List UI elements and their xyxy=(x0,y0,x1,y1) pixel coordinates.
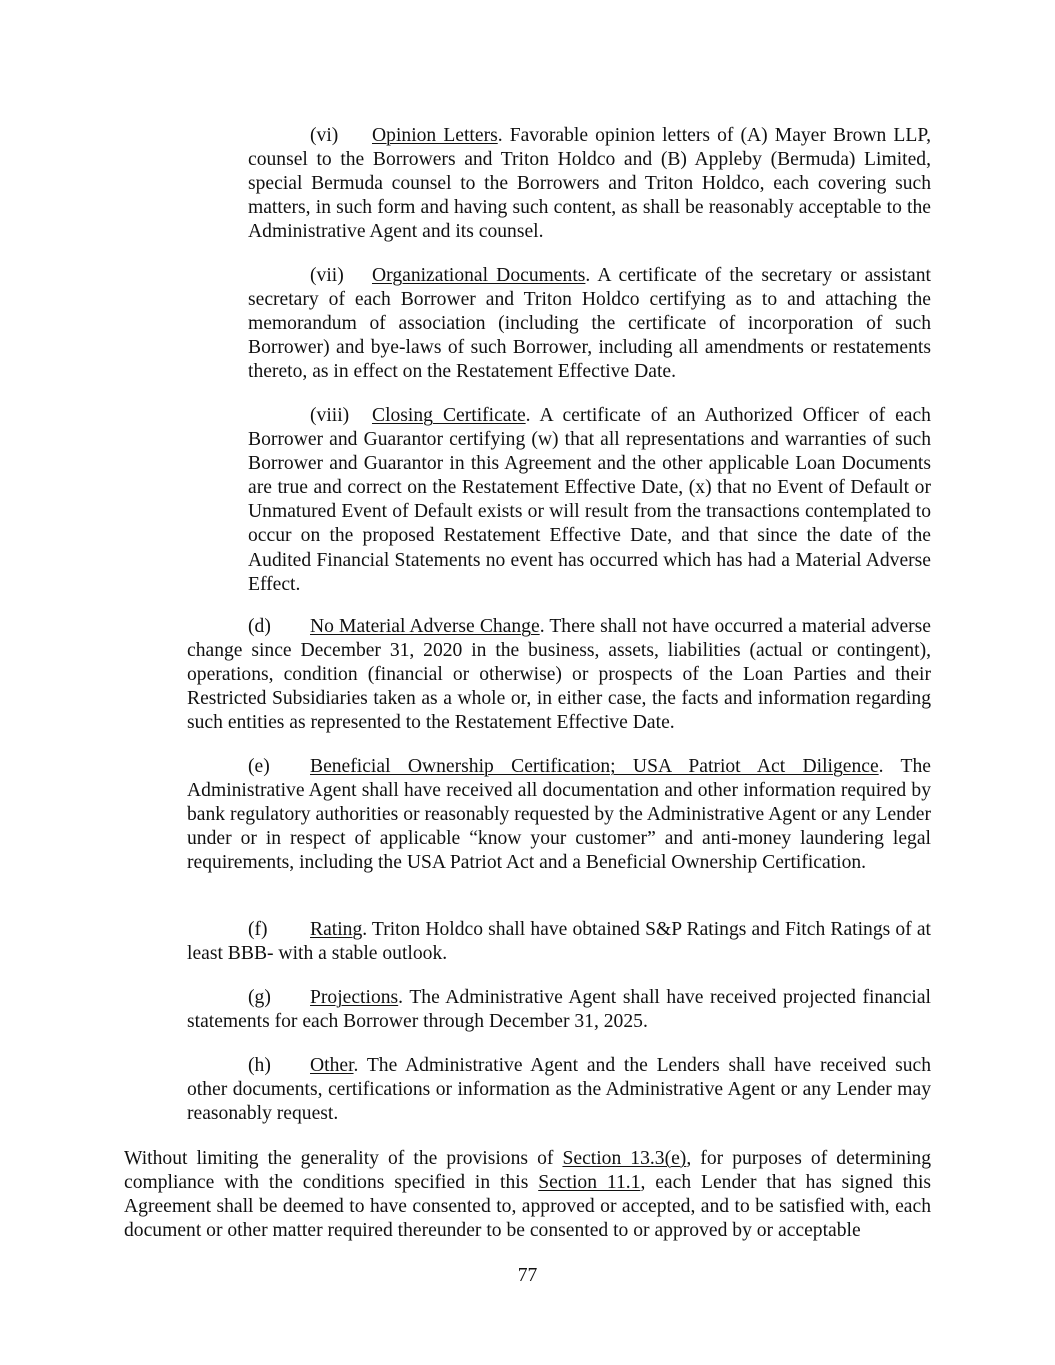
clause-number: (f) xyxy=(248,919,268,940)
clause-number: (e) xyxy=(248,756,270,777)
clause-g-projections xyxy=(187,986,931,1034)
clause-text: . The Administrative Agent shall have received all documentation and other information required by bank regulatory authorities or reasonably requested by the Administrative Agent or any Lender under or in respect of applicable “know your customer” and anti-money laundering legal requirements, including the USA Patriot Act and a Beneficial Ownership Certification. xyxy=(187,756,931,874)
clause-heading: Opinion Letters xyxy=(372,125,498,146)
clause-vii-organizational-documents xyxy=(248,264,931,384)
closing-text-1: Without limiting the generality of the provisions of xyxy=(124,1148,563,1169)
clause-text: . A certificate of an Authorized Officer of each Borrower and Guarantor certifying (w) that all representations and warranties of such Borrower and Guarantor in this Agreement and the other applicable Loan Documents are true and correct on the Restatement Effective Date, (x) that no Event of Default or Unmatured Event of Default exists or will result from the transactions contemplated to occur on the proposed Restatement Effective Date, and that since the date of the Audited Financial Statements no event has occurred which has had a Material Adverse Effect. xyxy=(248,405,931,595)
clause-number: (viii) xyxy=(310,405,350,426)
clause-number: (vii) xyxy=(310,265,344,286)
closing-text-2: , for purposes of determining compliance with the conditions specified in this xyxy=(124,1148,931,1194)
clause-text: . There shall not have occurred a material adverse change since December 31, 2020 in the business, assets, liabilities (actual or contingent), operations, condition (financial or otherwise) or prospects of the Loan Parties and their Restricted Subsidiaries taken as a whole or, in either case, the facts and information regarding such entities as represented to the Restatement Effective Date. xyxy=(187,616,931,734)
clause-text: . The Administrative Agent and the Lenders shall have received such other documents, certifications or information as the Administrative Agent or any Lender may reasonably request. xyxy=(187,1055,931,1125)
clause-number: (h) xyxy=(248,1055,271,1076)
clause-d-no-material-adverse-change xyxy=(187,615,931,735)
closing-paragraph xyxy=(124,1147,931,1243)
clause-h-other xyxy=(187,1054,931,1126)
clause-f-rating xyxy=(187,918,931,966)
clause-heading: Other xyxy=(310,1055,354,1076)
clause-number: (d) xyxy=(248,616,271,637)
clause-number: (g) xyxy=(248,987,271,1008)
page-number: 77 xyxy=(517,1265,538,1286)
clause-vi-opinion-letters xyxy=(248,124,931,244)
clause-text: . A certificate of the secretary or assistant secretary of each Borrower and Triton Holdco certifying as to and attaching the memorandum of association (including the certificate of incorporation of such Borrower) and bye-laws of such Borrower, including all amendments or restatements thereto, as in effect on the Restatement Effective Date. xyxy=(248,265,931,383)
closing-text-3: , each Lender that has signed this Agreement shall be deemed to have consented to, approved or accepted, and to be satisfied with, each document or other matter required thereunder to be consented to or approved by or acceptable xyxy=(124,1172,932,1242)
section-reference-link: Section 11.1 xyxy=(538,1172,641,1194)
clause-viii-closing-certificate xyxy=(248,404,931,597)
clause-e-beneficial-ownership xyxy=(187,755,931,875)
clause-text: . Triton Holdco shall have obtained S&P Ratings and Fitch Ratings of at least BBB- with a stable outlook. xyxy=(187,919,931,965)
clause-heading: Beneficial Ownership Certification; USA Patriot Act Diligence xyxy=(310,756,879,777)
clause-heading: Organizational Documents xyxy=(372,265,586,286)
clause-text: . Favorable opinion letters of (A) Mayer Brown LLP, counsel to the Borrowers and Triton Holdco and (B) Appleby (Bermuda) Limited, special Bermuda counsel to the Borrowers and Triton Holdco, each covering such matters, in such form and having such content, as shall be reasonably acceptable to the Administrative Agent and its counsel. xyxy=(248,125,931,243)
clause-number: (vi) xyxy=(310,125,339,146)
clause-heading: Closing Certificate xyxy=(372,405,526,426)
section-reference-link: Section 13.3(e) xyxy=(562,1148,687,1169)
clause-text: . The Administrative Agent shall have received projected financial statements for each Borrower through December 31, 2025. xyxy=(187,987,931,1033)
clause-heading: Rating xyxy=(310,919,363,940)
clause-heading: No Material Adverse Change xyxy=(310,616,540,637)
clause-heading: Projections xyxy=(310,987,399,1008)
